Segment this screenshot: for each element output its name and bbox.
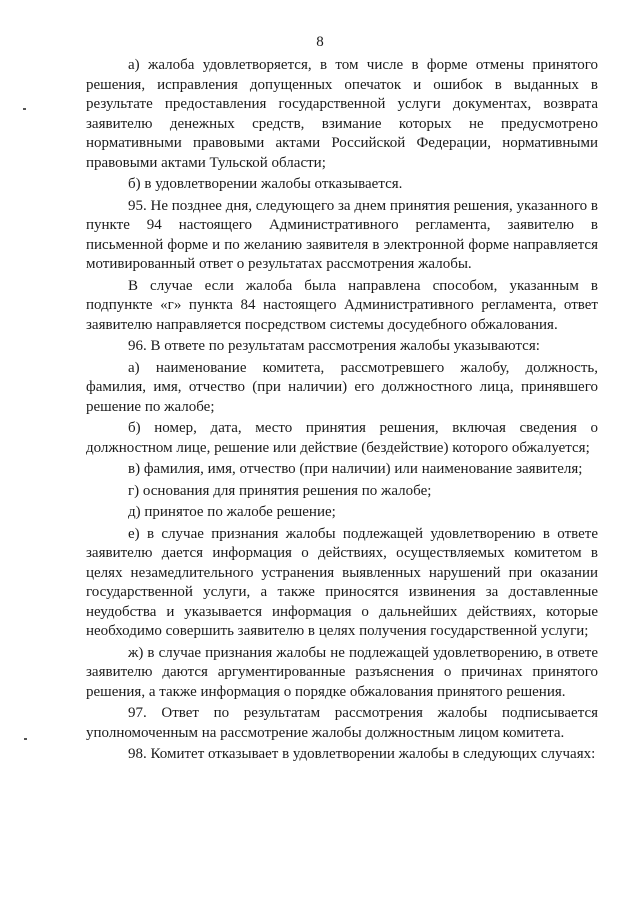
page-number: 8 xyxy=(316,34,324,50)
document-body xyxy=(86,56,598,765)
paragraph-98: 98. Комитет отказывает в удовлетворении жалобы в следующих случаях: xyxy=(128,746,596,762)
paragraph-95: 95. Не позднее дня, следующего за днем принятия решения, указанного в пункте 94 настоящего Административного регламента, заявителю в письменной форме и по желанию заявителя в электронной форме направляется мотивированный ответ о результатах рассмотрения жалобы. xyxy=(86,197,598,272)
paragraph-97: 97. Ответ по результатам рассмотрения жалобы подписывается уполномоченным на рассмотрение жалобы должностным лицом комитета. xyxy=(86,705,598,741)
paragraph-96-e: е) в случае признания жалобы подлежащей удовлетворению в ответе заявителю дается информация о действиях, осуществляемых комитетом в целях незамедлительного устранения выявленных нарушений при оказании государственной услуги, а также приносятся извинения за доставленные неудобства и указывается информация о дальнейших действиях, которые необходимо совершить заявителю в целях получения государственной услуги; xyxy=(86,525,598,639)
paragraph-96-v: в) фамилия, имя, отчество (при наличии) или наименование заявителя; xyxy=(128,461,583,477)
paragraph-96-g: г) основания для принятия решения по жалобе; xyxy=(128,482,432,499)
paragraph-96-zh: ж) в случае признания жалобы не подлежащей удовлетворению, в ответе заявителю даются аргументированные разъяснения о причинах принятого решения, а также информация о порядке обжалования принятого решения. xyxy=(86,644,598,700)
paragraph-b-complaint-rejected: б) в удовлетворении жалобы отказывается. xyxy=(128,176,403,192)
paragraph-96: 96. В ответе по результатам рассмотрения жалобы указываются: xyxy=(128,338,540,354)
scan-speck xyxy=(24,738,27,740)
paragraph-96-d: д) принятое по жалобе решение; xyxy=(128,504,336,520)
paragraph-96-a: а) наименование комитета, рассмотревшего жалобу, должность, фамилия, имя, отчество (при наличии) его должностного лица, принявшего решение по жалобе; xyxy=(86,359,598,415)
paragraph-96-b: б) номер, дата, место принятия решения, включая сведения о должностном лице, решение или действие (бездействие) которого обжалуется; xyxy=(86,420,598,456)
paragraph-a-complaint-satisfied: а) жалоба удовлетворяется, в том числе в форме отмены принятого решения, исправления допущенных опечаток и ошибок в выданных в результате предоставления государственной услуги документах, возврата заявителю денежных средств, взимание которых не предусмотрено нормативными правовыми актами Российской Федерации, нормативными правовыми актами Тульской области; xyxy=(86,57,598,171)
paragraph-95-case: В случае если жалоба была направлена способом, указанным в подпункте «г» пункта 84 настоящего Административного регламента, ответ заявителю направляется посредством системы досудебного обжалования. xyxy=(86,277,598,333)
scan-speck xyxy=(23,108,26,110)
